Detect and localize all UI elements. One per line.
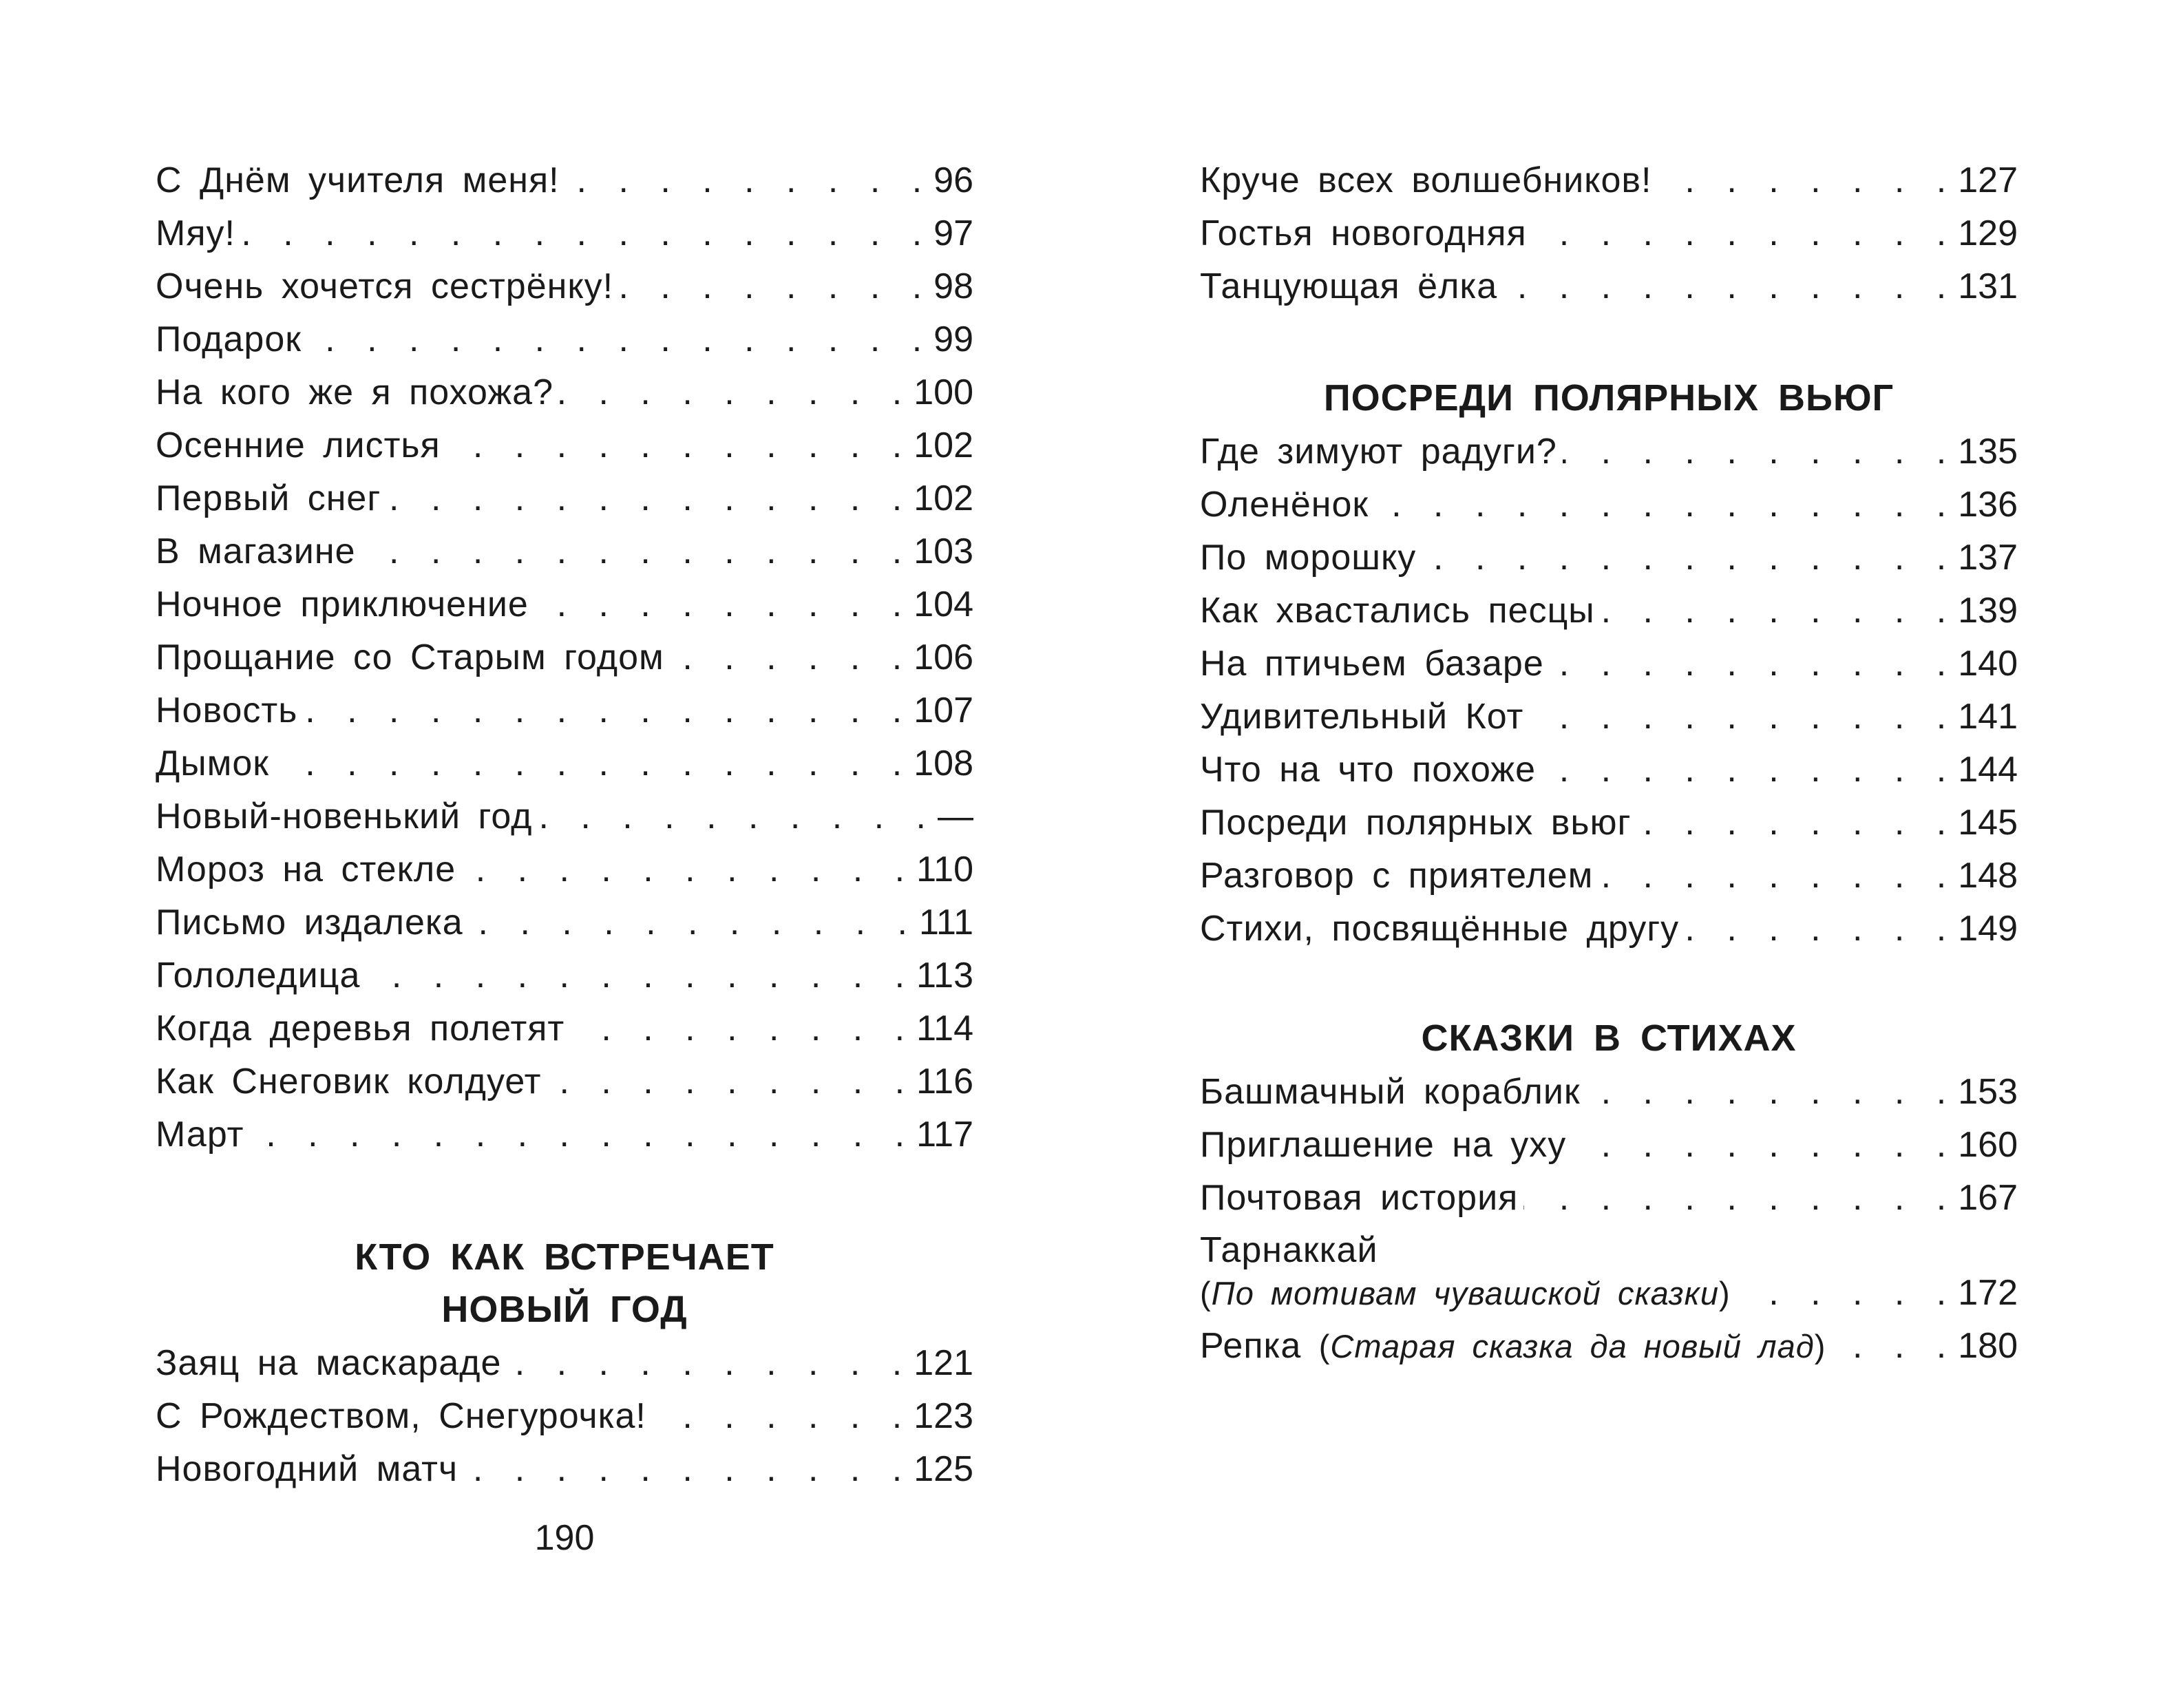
- toc-entry: [156, 1337, 973, 1390]
- toc-entry-title: Новый-новенький год: [156, 797, 533, 836]
- toc-entry-title: С Рождеством, Снегурочка!: [156, 1396, 646, 1436]
- toc-entry: [156, 154, 973, 207]
- toc-entry: [156, 949, 973, 1002]
- leader-dots: [303, 684, 909, 737]
- toc-entry: [1200, 1066, 2018, 1119]
- toc-entry: [156, 578, 973, 631]
- toc-entry-page: 144: [1958, 750, 2018, 790]
- toc-entry-title: Март: [156, 1115, 244, 1155]
- toc-entry: [156, 1443, 973, 1496]
- toc-entry: [156, 1002, 973, 1055]
- toc-entry-page: 145: [1958, 803, 2018, 843]
- toc-entry-page: 127: [1958, 160, 2018, 200]
- toc-entry-title: Письмо издалека: [156, 903, 463, 942]
- leader-dots: [1503, 260, 1954, 313]
- leader-dots: [469, 896, 915, 949]
- toc-entry-title: Репка (Старая сказка да новый лад): [1200, 1326, 1826, 1366]
- toc-entry: [1200, 1119, 2018, 1172]
- toc-entry-page: 110: [916, 850, 973, 889]
- leader-dots: [386, 472, 909, 525]
- toc-entry-title: Посреди полярных вьюг: [1200, 803, 1632, 843]
- toc-entry-page: 160: [1958, 1125, 2018, 1165]
- toc-entry-title: Почтовая история: [1200, 1178, 1519, 1218]
- leader-dots: [463, 1443, 909, 1496]
- toc-entry-title: Как хвастались песцы: [1200, 591, 1595, 631]
- leader-dots: [249, 1108, 912, 1161]
- toc-entry-subtitle: (По мотивам чувашской сказки): [1200, 1274, 1731, 1311]
- toc-entry-title: Мороз на стекле: [156, 850, 456, 889]
- leader-dots: [1523, 1172, 1954, 1225]
- leader-dots: [1636, 797, 1954, 850]
- leader-dots: [559, 366, 909, 419]
- toc-entry-page: 172: [1958, 1273, 2018, 1313]
- leader-dots: [1736, 1272, 1954, 1314]
- leader-dots: [307, 313, 929, 366]
- leader-dots: [1572, 1119, 1954, 1172]
- toc-entry: [1200, 154, 2018, 207]
- toc-entry-page: 131: [1958, 266, 2018, 306]
- toc-entry-title: На кого же я похожа?: [156, 372, 553, 412]
- toc-entry-title: В магазине: [156, 531, 356, 571]
- toc-entry: [1200, 584, 2018, 637]
- toc-entry-page: 98: [933, 266, 973, 306]
- toc-entry-page: 113: [916, 956, 973, 995]
- leader-dots: [1541, 744, 1954, 797]
- toc-entry: [1200, 207, 2018, 260]
- leader-dots: [1598, 850, 1954, 903]
- toc-entry: [1200, 1172, 2018, 1225]
- toc-entry-page: 135: [1958, 432, 2018, 472]
- leader-dots: [1532, 207, 1954, 260]
- toc-entry: [1200, 478, 2018, 531]
- toc-entry: [1200, 1320, 2018, 1373]
- toc-entry-page: 107: [914, 690, 973, 730]
- leader-dots: [534, 578, 909, 631]
- leader-dots: [670, 631, 909, 684]
- section-heading: КТО КАК ВСТРЕЧАЕТ: [355, 1236, 774, 1278]
- toc-entry-page: 139: [1958, 591, 2018, 631]
- toc-entry-title: Башмачный кораблик: [1200, 1072, 1581, 1112]
- toc-entry-title: Удивительный Кот: [1200, 697, 1524, 737]
- toc-entry-title: Как Снеговик колдует: [156, 1062, 542, 1101]
- toc-entry: [1200, 903, 2018, 956]
- toc-entry: [156, 1390, 973, 1443]
- section-heading: НОВЫЙ ГОД: [441, 1289, 688, 1330]
- toc-entry-page: 141: [1958, 697, 2018, 737]
- toc-entry-page: 117: [916, 1115, 973, 1155]
- toc-entry-page: 106: [914, 637, 973, 677]
- toc-entry-page: 149: [1958, 909, 2018, 949]
- toc-entry-page: 102: [914, 425, 973, 465]
- leader-dots: [1657, 154, 1954, 207]
- toc-entry-page: 125: [914, 1449, 973, 1489]
- toc-entry-page: 136: [1958, 485, 2018, 525]
- toc-entry-page: 108: [914, 744, 973, 783]
- leader-dots: [1831, 1320, 1954, 1373]
- toc-entry-title: Где зимуют радуги?: [1200, 432, 1557, 472]
- leader-dots: [275, 737, 909, 790]
- toc-entry: [156, 896, 973, 949]
- toc-entry-title: Подарок: [156, 319, 302, 359]
- toc-entry-title: Когда деревья полетят: [156, 1009, 565, 1048]
- leader-dots: [461, 843, 912, 896]
- leader-dots: [1422, 531, 1954, 584]
- toc-entry: [156, 207, 973, 260]
- leader-dots: [1563, 425, 1954, 478]
- toc-entry-title: Осенние листья: [156, 425, 441, 465]
- toc-entry-page: 123: [914, 1396, 973, 1436]
- toc-entry-title: Очень хочется сестрёнку!: [156, 266, 614, 306]
- leader-dots: [652, 1390, 909, 1443]
- toc-entry-title: Что на что похоже: [1200, 750, 1536, 790]
- toc-entry-page: 114: [916, 1009, 973, 1048]
- toc-entry-title: Тарнаккай: [1200, 1230, 1378, 1270]
- toc-entry-page: —: [938, 797, 973, 836]
- toc-entry: [156, 843, 973, 896]
- toc-entry: [1200, 744, 2018, 797]
- toc-entry: [156, 737, 973, 790]
- toc-entry-title: Первый снег: [156, 478, 381, 518]
- toc-entry: [156, 313, 973, 366]
- toc-entry: [1200, 260, 2018, 313]
- toc-entry-title: Новость: [156, 690, 298, 730]
- toc-entry: [156, 684, 973, 737]
- toc-entry-page: 97: [933, 213, 973, 253]
- toc-entry-title: Гостья новогодняя: [1200, 213, 1527, 253]
- section-heading: ПОСРЕДИ ПОЛЯРНЫХ ВЬЮГ: [1323, 377, 1895, 419]
- toc-entry-title: Прощание со Старым годом: [156, 637, 664, 677]
- leader-dots: [241, 207, 929, 260]
- leader-dots: [538, 790, 933, 843]
- toc-entry-title: Новогодний матч: [156, 1449, 458, 1489]
- toc-entry-page: 140: [1958, 644, 2018, 684]
- toc-entry: [1200, 850, 2018, 903]
- toc-entry: [156, 631, 973, 684]
- toc-entry: [156, 525, 973, 578]
- toc-entry-title: Оленёнок: [1200, 485, 1369, 525]
- toc-entry: [156, 366, 973, 419]
- leader-dots: [1550, 637, 1954, 690]
- toc-entry: [156, 790, 973, 843]
- leader-dots: [366, 949, 912, 1002]
- toc-entry-page: 137: [1958, 538, 2018, 578]
- toc-entry-page: 99: [933, 319, 973, 359]
- toc-entry-title: Гололедица: [156, 956, 361, 995]
- toc-entry: [156, 419, 973, 472]
- toc-entry-title: Танцующая ёлка: [1200, 266, 1498, 306]
- toc-entry-title: Ночное приключение: [156, 584, 529, 624]
- toc-entry-page: 96: [933, 160, 973, 200]
- toc-entry-page: 148: [1958, 856, 2018, 896]
- leader-dots: [565, 154, 930, 207]
- toc-entry-page: 111: [918, 903, 973, 942]
- toc-entry-title: Круче всех волшебников!: [1200, 160, 1652, 200]
- toc-entry-title: С Днём учителя меня!: [156, 160, 560, 200]
- toc-entry: [1200, 1229, 2018, 1314]
- toc-entry-title: Дымок: [156, 744, 270, 783]
- toc-entry-page: 180: [1958, 1326, 2018, 1366]
- leader-dots: [547, 1055, 912, 1108]
- toc-entry: [1200, 690, 2018, 744]
- leader-dots: [446, 419, 910, 472]
- leader-dots: [570, 1002, 912, 1055]
- toc-entry-title: Стихи, посвящённые другу: [1200, 909, 1680, 949]
- toc-entry-page: 129: [1958, 213, 2018, 253]
- toc-entry-title: По морошку: [1200, 538, 1417, 578]
- toc-entry-page: 153: [1958, 1072, 2018, 1112]
- toc-entry: [156, 260, 973, 313]
- toc-entry-page: 104: [914, 584, 973, 624]
- toc-entry-page: 121: [914, 1343, 973, 1383]
- leader-dots: [1529, 690, 1954, 744]
- toc-entry-page: 116: [916, 1062, 973, 1101]
- toc-entry-title: Заяц на маскараде: [156, 1343, 502, 1383]
- page-folio: 190: [534, 1518, 595, 1558]
- toc-entry-page: 103: [914, 531, 973, 571]
- leader-dots: [507, 1337, 909, 1390]
- leader-dots: [361, 525, 910, 578]
- toc-entry: [1200, 797, 2018, 850]
- leader-dots: [1685, 903, 1954, 956]
- toc-entry-page: 167: [1958, 1178, 2018, 1218]
- toc-entry: [156, 1055, 973, 1108]
- leader-dots: [1601, 584, 1954, 637]
- toc-entry: [1200, 425, 2018, 478]
- leader-dots: [1374, 478, 1954, 531]
- toc-entry-title: Разговор с приятелем: [1200, 856, 1594, 896]
- section-heading: СКАЗКИ В СТИХАХ: [1421, 1018, 1797, 1059]
- leader-dots: [619, 260, 929, 313]
- toc-entry: [1200, 637, 2018, 690]
- toc-entry-title: Приглашение на уху: [1200, 1125, 1567, 1165]
- toc-entry: [156, 1108, 973, 1161]
- toc-entry-title: На птичьем базаре: [1200, 644, 1544, 684]
- toc-entry: [156, 472, 973, 525]
- toc-entry-title: Мяу!: [156, 213, 235, 253]
- leader-dots: [1586, 1066, 1954, 1119]
- toc-entry: [1200, 531, 2018, 584]
- toc-entry-page: 102: [914, 478, 973, 518]
- toc-entry-page: 100: [914, 372, 973, 412]
